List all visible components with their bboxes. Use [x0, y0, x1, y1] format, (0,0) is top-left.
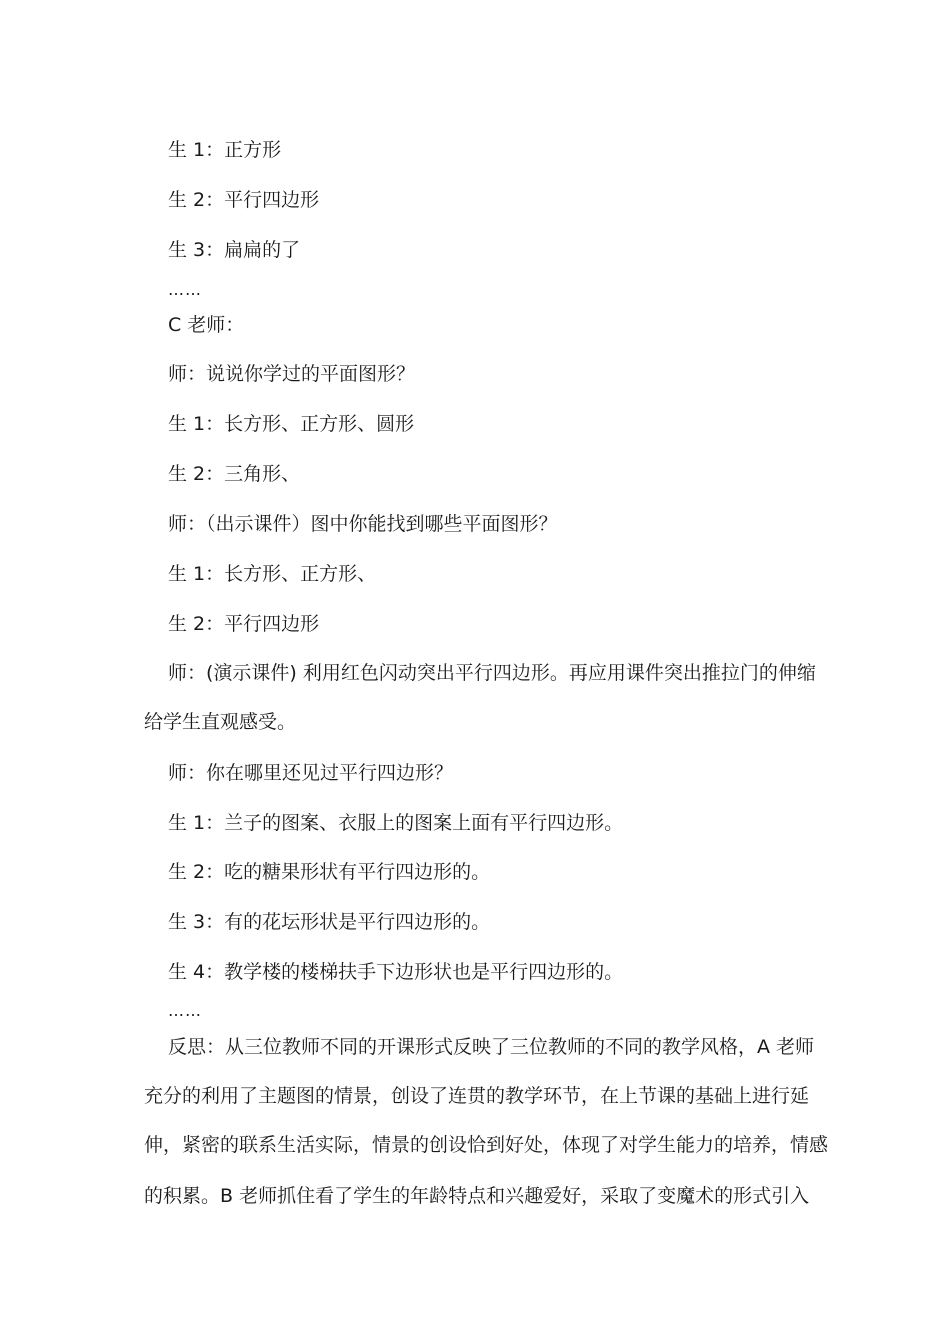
reflection-paragraph-line: 充分的利用了主题图的情景，创设了连贯的教学环节，在上节课的基础上进行延 — [144, 1085, 810, 1107]
section-heading: C 老师： — [168, 314, 245, 336]
dialogue-line: 生 1：长方形、正方形、圆形 — [168, 413, 415, 435]
dialogue-line-continuation: 给学生直观感受。 — [144, 711, 297, 733]
dialogue-line: 师：（出示课件）图中你能找到哪些平面图形？ — [168, 513, 558, 535]
dialogue-line: 生 2：吃的糖果形状有平行四边形的。 — [168, 861, 491, 883]
dialogue-line: 生 1：长方形、正方形、 — [168, 563, 377, 585]
dialogue-line: 生 2：平行四边形 — [168, 189, 320, 211]
reflection-paragraph-line: 的积累。B 老师抓住看了学生的年龄特点和兴趣爱好，采取了变魔术的形式引入 — [144, 1185, 810, 1207]
dialogue-line: 师：你在哪里还见过平行四边形？ — [168, 762, 454, 784]
ellipsis: …… — [168, 1001, 202, 1020]
reflection-paragraph-line: 反思：从三位教师不同的开课形式反映了三位教师的不同的教学风格，A 老师 — [168, 1036, 815, 1058]
dialogue-line: 生 1：正方形 — [168, 139, 282, 161]
dialogue-line: 生 2：平行四边形 — [168, 613, 320, 635]
dialogue-line: 生 3：扁扁的了 — [168, 239, 301, 261]
dialogue-line: 师：(演示课件) 利用红色闪动突出平行四边形。再应用课件突出推拉门的伸缩 — [168, 662, 816, 684]
reflection-paragraph-line: 伸，紧密的联系生活实际，情景的创设恰到好处，体现了对学生能力的培养，情感 — [144, 1134, 829, 1156]
dialogue-line: 生 3：有的花坛形状是平行四边形的。 — [168, 911, 491, 933]
ellipsis: …… — [168, 280, 202, 299]
dialogue-line: 生 1：兰子的图案、衣服上的图案上面有平行四边形。 — [168, 812, 624, 834]
dialogue-line: 生 4：教学楼的楼梯扶手下边形状也是平行四边形的。 — [168, 961, 624, 983]
dialogue-line: 师：说说你学过的平面图形？ — [168, 363, 416, 385]
dialogue-line: 生 2：三角形、 — [168, 463, 301, 485]
